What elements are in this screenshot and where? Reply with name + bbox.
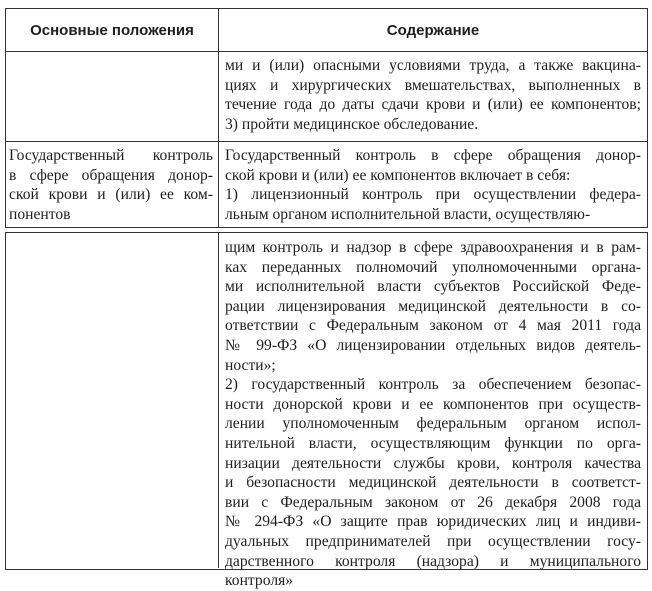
text-line: щим контроль и надзор в сфере здравоохранения и в рам- <box>225 239 641 256</box>
text-line: контроля» <box>225 572 294 590</box>
text-line: понентов <box>9 205 71 223</box>
text-line: низации деятельности службы крови, контроля качества <box>225 454 641 472</box>
text-line: циях и хирургических вмешательствах, выполненных в <box>225 76 641 94</box>
text-line: вии с Федеральным законом от 26 декабря 2008 года <box>225 493 641 511</box>
table-part-2 <box>5 232 648 590</box>
text-line: в сфере обращения донор- <box>9 166 213 184</box>
text-line: ности»; <box>225 356 276 374</box>
text-line: 2) государственный контроль за обеспечением безопас- <box>225 376 641 394</box>
text-line: ках переданных полномочий уполномоченными органа- <box>225 258 641 276</box>
text-line: ми и (или) опасными условиями труда, а также вакцина- <box>225 57 641 74</box>
table-row <box>6 51 647 141</box>
text-line: ми исполнительной власти субъектов Российской Феде- <box>225 278 641 296</box>
text-line: Государственный контроль <box>9 147 213 164</box>
text-line: Государственный контроль в сфере обращения донор- <box>225 147 641 164</box>
text-line: ской крови и (или) ее ком- <box>9 186 213 204</box>
row-right-cell <box>219 233 647 590</box>
text-line: и безопасности медицинской деятельности в соответст- <box>225 474 641 492</box>
text-line: дарственного контроля (надзора) и муниципального <box>225 552 641 570</box>
header-content: Содержание <box>386 21 480 39</box>
text-line: № 99-ФЗ «О лицензировании отдельных видов деятель- <box>225 336 641 354</box>
text-line: ности донорской крови и ее компонентов при осуществ- <box>225 395 641 413</box>
text-line: ской крови и (или) ее компонентов включает в себя: <box>225 166 571 184</box>
row-right-cell <box>219 142 647 227</box>
table-row <box>6 141 647 227</box>
header-main-provisions: Основные положения <box>6 9 219 51</box>
text-line: 3) пройти медицинское обследование. <box>225 115 479 133</box>
text-line: дуальных предпринимателей при осуществлении госу- <box>225 532 641 550</box>
text-line: 1) лицензионный контроль при осуществлении федера- <box>225 186 641 204</box>
text-line: лении уполномоченным федеральным органом испол- <box>225 415 641 433</box>
table-header-row <box>6 9 647 51</box>
row-right-cell <box>219 52 647 141</box>
row-left-cell <box>6 52 219 141</box>
table-row <box>6 233 647 590</box>
text-line: № 294-ФЗ «О защите прав юридических лиц и индиви- <box>225 513 641 531</box>
row-left-cell <box>6 233 219 568</box>
table-part-1 <box>5 8 648 228</box>
text-line: ответствии с Федеральным законом от 4 мая 2011 года <box>225 317 641 335</box>
text-line: нительной власти, осуществляющим функции по орга- <box>225 434 641 452</box>
text-line: льным органом исполнительной власти, осуществляю- <box>225 205 591 223</box>
text-line: течение года до даты сдачи крови и (или) ее компонентов; <box>225 96 641 114</box>
row-left-cell <box>6 142 219 227</box>
text-line: рации лицензирования медицинской деятельности в со- <box>225 297 641 315</box>
